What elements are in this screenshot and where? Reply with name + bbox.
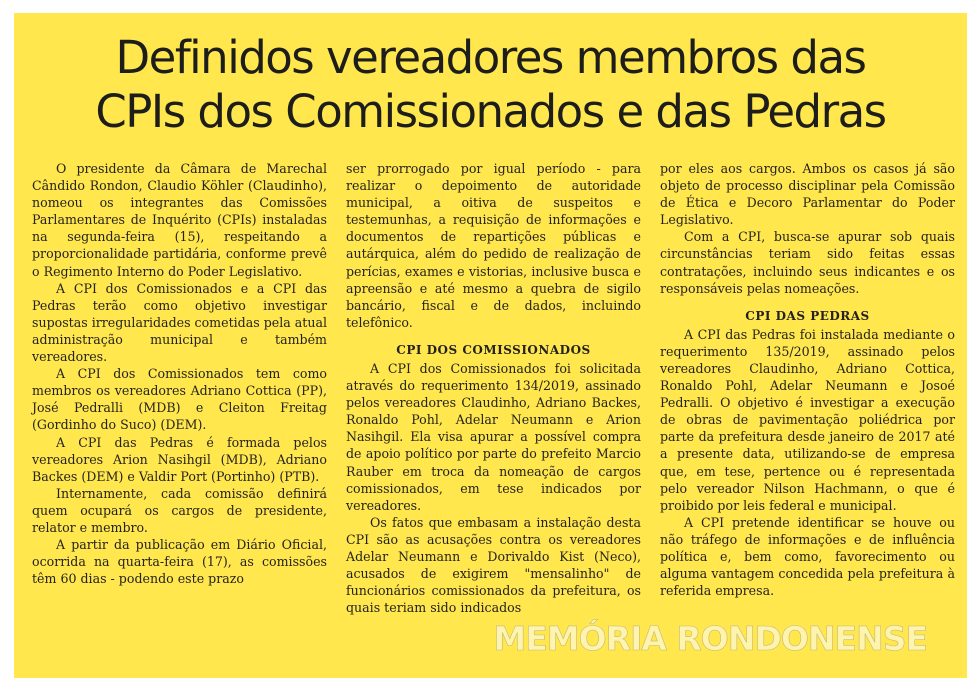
section-heading-cpi-pedras: CPI DAS PEDRAS: [745, 308, 870, 323]
column-1: [32, 160, 327, 670]
paragraph: A CPI dos Comissionados tem como membros os vereadores Adriano Cottica (PP), José Pedralli (MDB) e Cleiton Freitag (Gordinho do Suco) (DEM).: [32, 366, 327, 433]
paragraph: A CPI das Pedras foi instalada mediante o requerimento 135/2019, assinado pelos vereadores Claudinho, Adriano Cottica, Ronaldo Pohl, Adelar Neumann e Josoé Pedralli. O objetivo é investigar a execução de obras de pavimentação poliédrica por parte da prefeitura desde janeiro de 2017 até a presente data, utilizando-se de empresa que, em tese, pertence ou é representada pelo vereador Nilson Hachmann, o que é proibido por leis federal e municipal.: [660, 326, 955, 513]
section-heading-cpi-comissionados: CPI DOS COMISSIONADOS: [396, 342, 591, 357]
paragraph: A CPI dos Comissionados foi solicitada através do requerimento 134/2019, assinado pelos vereadores Claudinho, Adriano Backes, Ronaldo Pohl, Adelar Neumann e Arion Nasihgil. Ela visa apurar a possível compra de apoio político por parte do prefeito Marcio Rauber em troca da nomeação de cargos comissionados, em tese indicados por vereadores.: [346, 360, 641, 513]
paragraph: Os fatos que embasam a instalação desta CPI são as acusações contra os vereadores Adelar Neumann e Dorivaldo Kist (Neco), acusados de exigirem "mensalinho" de funcionários comissionados da prefeitura, os quais teriam sido indicados: [346, 514, 641, 616]
paragraph: ser prorrogado por igual período - para realizar o depoimento de autoridade municipal, a oitiva de suspeitos e testemunhas, a requisição de informações e documentos de repartições públicas e autárquica, além do pedido de realização de perícias, exames e vistorias, inclusive busca e apreensão e até mesmo a quebra de sigilo bancário, fiscal e de dados, incluindo telefônico.: [346, 161, 641, 330]
column-2: [346, 160, 641, 670]
column-3: [660, 160, 955, 670]
paragraph: por eles aos cargos. Ambos os casos já são objeto de processo disciplinar pela Comissão de Ética e Decoro Parlamentar do Poder Legislativo.: [660, 161, 955, 228]
newspaper-clipping: [14, 13, 967, 678]
paragraph: A CPI dos Comissionados e a CPI das Pedras terão como objetivo investigar supostas irregularidades cometidas pela atual administração municipal e também vereadores.: [32, 280, 327, 365]
headline: [14, 31, 967, 139]
headline-line-2: CPIs dos Comissionados e das Pedras: [95, 85, 886, 138]
article-body: [32, 160, 955, 670]
paragraph: A CPI pretende identificar se houve ou não tráfego de informações e de influência política e, bem como, favorecimento ou alguma vantagem concedida pela prefeitura à referida empresa.: [660, 514, 955, 599]
paragraph: A CPI das Pedras é formada pelos vereadores Arion Nasihgil (MDB), Adriano Backes (DEM) e Valdir Port (Portinho) (PTB).: [32, 434, 327, 484]
paragraph: Com a CPI, busca-se apurar sob quais circunstâncias teriam sido feitas essas contratações, incluindo seus indicantes e os responsáveis pelas nomeações.: [660, 229, 955, 296]
watermark: MEMÓRIA RONDONENSE: [493, 619, 927, 658]
paragraph: O presidente da Câmara de Marechal Cândido Rondon, Claudio Köhler (Claudinho), nomeou os integrantes das Comissões Parlamentares de Inquérito (CPIs) instaladas na segunda-feira (15), respeitando a proporcionalidade partidária, conforme prevê o Regimento Interno do Poder Legislativo.: [32, 161, 327, 279]
headline-line-1: Definidos vereadores membros das: [115, 31, 866, 84]
paragraph: A partir da publicação em Diário Oficial, ocorrida na quarta-feira (17), as comissões têm 60 dias - podendo este prazo: [32, 537, 327, 587]
paragraph: Internamente, cada comissão definirá quem ocupará os cargos de presidente, relator e membro.: [32, 485, 327, 535]
